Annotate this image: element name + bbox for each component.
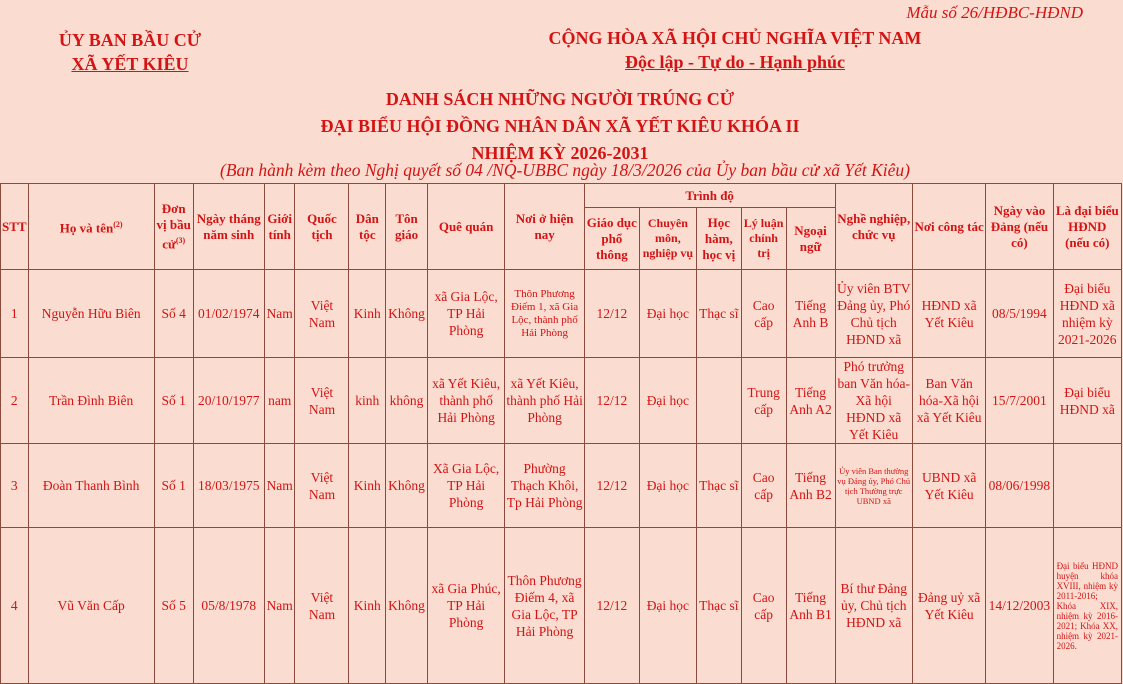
cell-name: Nguyễn Hữu Biên bbox=[28, 270, 154, 358]
motto: Độc lập - Tự do - Hạnh phúc bbox=[624, 52, 846, 72]
header-hometown: Quê quán bbox=[427, 184, 504, 270]
cell-academic bbox=[696, 358, 741, 444]
header-general-edu: Giáo dục phổ thông bbox=[584, 208, 639, 270]
form-number: Mẫu số 26/HĐBC-HĐND bbox=[906, 3, 1083, 22]
cell-nationality: Việt Nam bbox=[295, 270, 349, 358]
cell-general-edu: 12/12 bbox=[584, 270, 639, 358]
cell-hometown: Xã Gia Lộc, TP Hải Phòng bbox=[427, 444, 504, 528]
cell-occupation: Phó trưởng ban Văn hóa-Xã hội HĐND xã Yết Kiêu bbox=[835, 358, 912, 444]
cell-religion: Không bbox=[386, 528, 428, 684]
cell-specialty: Đại học bbox=[639, 270, 696, 358]
header-religion: Tôn giáo bbox=[386, 184, 428, 270]
header-party-date: Ngày vào Đảng (nếu có) bbox=[986, 184, 1053, 270]
authority-line-2: XÃ YẾT KIÊU bbox=[71, 54, 189, 74]
cell-workplace: Ban Văn hóa-Xã hội xã Yết Kiêu bbox=[912, 358, 985, 444]
header-occupation: Nghề nghiệp, chức vụ bbox=[835, 184, 912, 270]
authority-line-1: ỦY BAN BẦU CỬ bbox=[58, 30, 202, 50]
cell-workplace: Đảng uỷ xã Yết Kiêu bbox=[912, 528, 985, 684]
cell-hometown: xã Gia Lộc, TP Hải Phòng bbox=[427, 270, 504, 358]
cell-party-date: 15/7/2001 bbox=[986, 358, 1053, 444]
cell-language: Tiếng Anh A2 bbox=[786, 358, 835, 444]
table-row bbox=[1, 444, 1122, 528]
cell-party-date: 08/06/1998 bbox=[986, 444, 1053, 528]
cell-academic: Thạc sĩ bbox=[696, 270, 741, 358]
header-ethnicity: Dân tộc bbox=[349, 184, 386, 270]
country-name: CỘNG HÒA XÃ HỘI CHỦ NGHĨA VIỆT NAM bbox=[548, 28, 922, 48]
cell-nationality: Việt Nam bbox=[295, 358, 349, 444]
cell-stt: 2 bbox=[1, 358, 29, 444]
table-row bbox=[1, 270, 1122, 358]
cell-residence: Thôn Phương Điếm 4, xã Gia Lộc, TP Hải Phòng bbox=[505, 528, 584, 684]
cell-name: Đoàn Thanh Bình bbox=[28, 444, 154, 528]
elected-delegates-table bbox=[0, 183, 1122, 684]
cell-language: Tiếng Anh B1 bbox=[786, 528, 835, 684]
cell-ethnicity: Kinh bbox=[349, 528, 386, 684]
cell-religion: không bbox=[386, 358, 428, 444]
cell-workplace: HĐND xã Yết Kiêu bbox=[912, 270, 985, 358]
header-unit: Đơn vị bầu cử$^{(3)}$ bbox=[154, 184, 193, 270]
cell-occupation: Ủy viên Ban thường vụ Đảng ủy, Phó Chủ tịch Thường trực UBND xã bbox=[835, 444, 912, 528]
cell-general-edu: 12/12 bbox=[584, 444, 639, 528]
cell-nationality: Việt Nam bbox=[295, 444, 349, 528]
cell-political: Cao cấp bbox=[741, 528, 786, 684]
cell-religion: Không bbox=[386, 270, 428, 358]
cell-gender: Nam bbox=[264, 270, 295, 358]
header-gender: Giới tính bbox=[264, 184, 295, 270]
cell-dob: 18/03/1975 bbox=[193, 444, 264, 528]
cell-name: Trần Đình Biên bbox=[28, 358, 154, 444]
document-title bbox=[170, 86, 950, 167]
cell-gender: Nam bbox=[264, 444, 295, 528]
header-specialty: Chuyên môn, nghiệp vụ bbox=[639, 208, 696, 270]
header-academic: Học hàm, học vị bbox=[696, 208, 741, 270]
cell-specialty: Đại học bbox=[639, 528, 696, 684]
cell-specialty: Đại học bbox=[639, 444, 696, 528]
cell-unit: Số 1 bbox=[154, 444, 193, 528]
cell-general-edu: 12/12 bbox=[584, 358, 639, 444]
cell-occupation: Ủy viên BTV Đảng ủy, Phó Chủ tịch HĐND xã bbox=[835, 270, 912, 358]
title-line-1: DANH SÁCH NHỮNG NGƯỜI TRÚNG CỬ bbox=[385, 89, 735, 109]
cell-nationality: Việt Nam bbox=[295, 528, 349, 684]
cell-ethnicity: Kinh bbox=[349, 444, 386, 528]
cell-stt: 1 bbox=[1, 270, 29, 358]
cell-hometown: xã Yết Kiêu, thành phố Hải Phòng bbox=[427, 358, 504, 444]
cell-specialty: Đại học bbox=[639, 358, 696, 444]
cell-dob: 20/10/1977 bbox=[193, 358, 264, 444]
cell-gender: nam bbox=[264, 358, 295, 444]
cell-religion: Không bbox=[386, 444, 428, 528]
cell-dob: 01/02/1974 bbox=[193, 270, 264, 358]
cell-workplace: UBND xã Yết Kiêu bbox=[912, 444, 985, 528]
header-education-group: Trình độ bbox=[584, 184, 835, 208]
cell-delegate bbox=[1053, 444, 1121, 528]
cell-gender: Nam bbox=[264, 528, 295, 684]
cell-name: Vũ Văn Cấp bbox=[28, 528, 154, 684]
header-stt: STT bbox=[1, 184, 29, 270]
cell-dob: 05/8/1978 bbox=[193, 528, 264, 684]
header-delegate: Là đại biểu HĐND (nếu có) bbox=[1053, 184, 1121, 270]
cell-general-edu: 12/12 bbox=[584, 528, 639, 684]
cell-delegate: Đại biểu HĐND xã bbox=[1053, 358, 1121, 444]
document-subtitle: (Ban hành kèm theo Nghị quyết số 04 /NQ-UBBC ngày 18/3/2026 của Ủy ban bầu cử xã Yết Kiêu) bbox=[220, 160, 910, 180]
cell-party-date: 14/12/2003 bbox=[986, 528, 1053, 684]
cell-stt: 4 bbox=[1, 528, 29, 684]
cell-language: Tiếng Anh B bbox=[786, 270, 835, 358]
cell-ethnicity: Kinh bbox=[349, 270, 386, 358]
cell-unit: Số 4 bbox=[154, 270, 193, 358]
header-workplace: Nơi công tác bbox=[912, 184, 985, 270]
national-motto bbox=[470, 26, 1000, 74]
cell-language: Tiếng Anh B2 bbox=[786, 444, 835, 528]
header-residence: Nơi ở hiện nay bbox=[505, 184, 584, 270]
cell-unit: Số 1 bbox=[154, 358, 193, 444]
table-row bbox=[1, 528, 1122, 684]
cell-academic: Thạc sĩ bbox=[696, 528, 741, 684]
header-political: Lý luận chính trị bbox=[741, 208, 786, 270]
cell-academic: Thạc sĩ bbox=[696, 444, 741, 528]
cell-delegate: Đại biểu HĐND xã nhiệm kỳ 2021-2026 bbox=[1053, 270, 1121, 358]
cell-ethnicity: kinh bbox=[349, 358, 386, 444]
issuing-authority bbox=[30, 28, 230, 76]
header-dob: Ngày tháng năm sinh bbox=[193, 184, 264, 270]
header-language: Ngoại ngữ bbox=[786, 208, 835, 270]
header-nationality: Quốc tịch bbox=[295, 184, 349, 270]
cell-occupation: Bí thư Đảng ủy, Chủ tịch HĐND xã bbox=[835, 528, 912, 684]
title-line-2: ĐẠI BIỂU HỘI ĐỒNG NHÂN DÂN XÃ YẾT KIÊU KHÓA II bbox=[320, 116, 800, 136]
header-name: Họ và tên$^{(2)}$ bbox=[28, 184, 154, 270]
table-row bbox=[1, 358, 1122, 444]
cell-political: Cao cấp bbox=[741, 270, 786, 358]
cell-party-date: 08/5/1994 bbox=[986, 270, 1053, 358]
cell-political: Trung cấp bbox=[741, 358, 786, 444]
cell-residence: Phường Thạch Khôi, Tp Hải Phòng bbox=[505, 444, 584, 528]
title-line-3: NHIỆM KỲ 2026-2031 bbox=[471, 143, 649, 163]
cell-stt: 3 bbox=[1, 444, 29, 528]
cell-political: Cao cấp bbox=[741, 444, 786, 528]
cell-residence: Thôn Phương Điếm 1, xã Gia Lộc, thành phố Hải Phòng bbox=[505, 270, 584, 358]
cell-hometown: xã Gia Phúc, TP Hải Phòng bbox=[427, 528, 504, 684]
cell-residence: xã Yết Kiêu, thành phố Hải Phòng bbox=[505, 358, 584, 444]
cell-unit: Số 5 bbox=[154, 528, 193, 684]
cell-delegate: Đại biểu HĐND huyện khóa XVIII, nhiệm kỳ 2011-2016; Khóa XIX, nhiệm kỳ 2016-2021; Khóa XX, nhiệm kỳ 2021-2026. bbox=[1053, 528, 1121, 684]
